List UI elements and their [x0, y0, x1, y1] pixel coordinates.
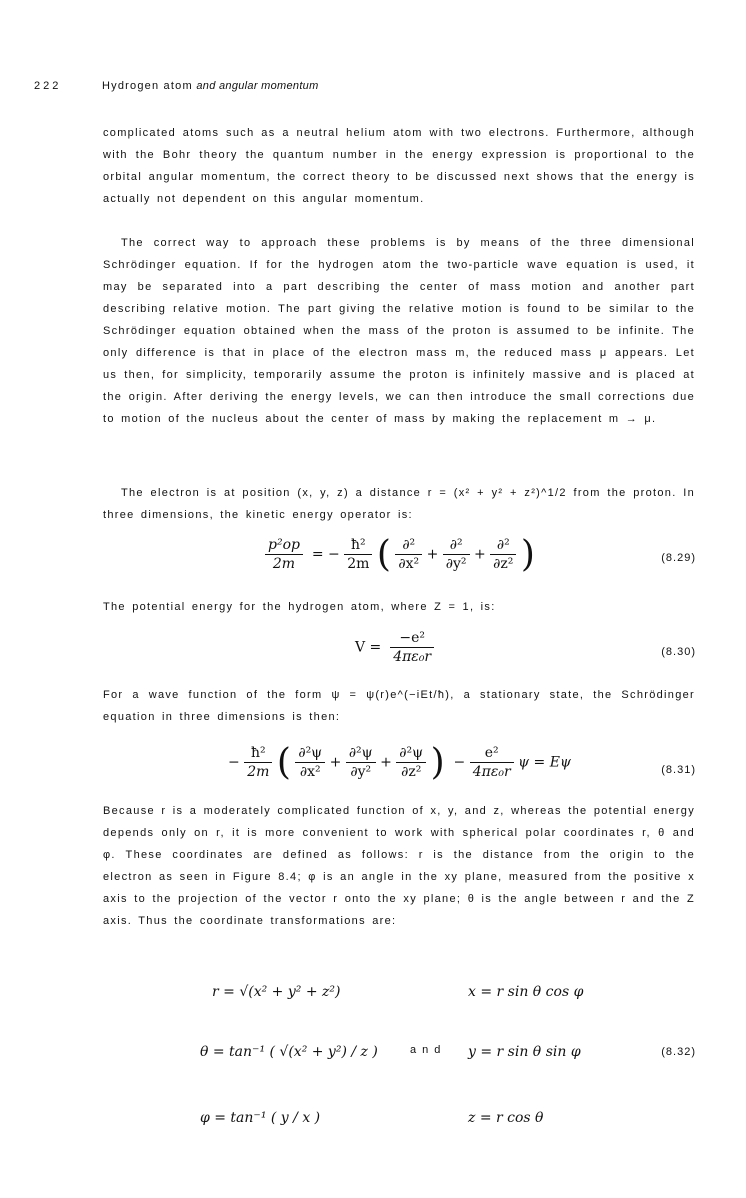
- eq831-term2-den: ∂y²: [350, 764, 372, 780]
- header-title-italic: and angular momentum: [196, 80, 319, 92]
- eq829-coef-num: ħ²: [344, 537, 372, 555]
- paragraph-4: The potential energy for the hydrogen atom, where Z = 1, is:: [103, 601, 496, 613]
- paragraph-6: Because r is a moderately complicated function of x, y, and z, whereas the potential energy depends only on r, it is more convenient to work with spherical polar coordinates r, θ and φ. These coordinates are defined as follows: r is the distance from the origin to the electron as seen in Figure 8.4; φ is an angle in the xy plane, measured from the positive x axis to the projection of the vector r onto the xy plane; θ is the angle between r and the Z axis. Thus the coordinate transformations are:: [103, 805, 695, 927]
- equation-number-8-31: (8.31): [661, 764, 696, 776]
- eq831-term3-num: ∂²ψ: [396, 745, 426, 763]
- paragraph-1: complicated atoms such as a neutral helium atom with two electrons. Furthermore, although with the Bohr theory the quantum number in the energy expression is proportional to the orbital angular momentum, the correct theory to be discussed next shows that the energy is actually not dependent on this angular momentum.: [103, 127, 695, 205]
- page-number: 222: [34, 80, 62, 92]
- eq832-z-line: z = r cos θ: [468, 1110, 544, 1126]
- eq829-lhs-num: p²op: [265, 537, 303, 555]
- equation-8-31: − $\frac{\text{ħ²}}{2m}$ ( $\frac{\text{∂²ψ}}{\text{∂x²}}$ + $\frac{\text{∂²ψ}}{\text{∂y²}}$ + $\frac{\text{∂²ψ}}{\text{∂z²}}$ ) − $\frac{\text{e²}}{\text{4πε₀r}}$ ψ = Eψ (8.31): [228, 742, 696, 783]
- equation-number-8-30: (8.30): [661, 646, 696, 658]
- eq829-term2-num: ∂²: [443, 537, 470, 555]
- eq829-lhs-den: 2m: [272, 556, 296, 572]
- eq830-den: 4πε₀r: [393, 649, 432, 665]
- eq830-lhs: V =: [355, 639, 382, 656]
- eq831-potential-den: 4πε₀r: [472, 764, 511, 780]
- eq831-potential-num: e²: [470, 745, 514, 763]
- eq831-term1-num: ∂²ψ: [295, 745, 325, 763]
- eq831-term3-den: ∂z²: [401, 764, 422, 780]
- eq832-phi-line: φ = tan⁻¹ ( y / x ): [200, 1110, 321, 1126]
- eq829-coef-den: 2m: [347, 556, 370, 572]
- eq832-r-line: r = √(x² + y² + z²): [212, 984, 341, 1000]
- paragraph-2: The correct way to approach these problems is by means of the three dimensional Schrödinger equation. If for the hydrogen atom the two-particle wave equation is used, it may be separated into a part describing the center of mass motion and another part describing relative motion. The part giving the relative motion is found to be similar to the Schrödinger equation obtained when the mass of the proton is assumed to be infinite. The only difference is that in place of the electron mass m, the reduced mass μ appears. Let us then, for simplicity, temporarily assume the proton is infinitely massive and is placed at the origin. After deriving the energy levels, we can then introduce the small corrections due to motion of the nucleus about the center of mass by making the replacement m → μ.: [103, 237, 695, 425]
- equation-8-32: [100, 966, 700, 1166]
- eq829-term3-num: ∂²: [490, 537, 516, 555]
- paragraph-3: The electron is at position (x, y, z) a distance r = (x² + y² + z²)^1/2 from the proton. In three dimensions, the kinetic energy operator is:: [103, 487, 695, 521]
- eq831-coef-den: 2m: [247, 764, 270, 780]
- eq832-y-line: y = r sin θ sin φ: [468, 1044, 581, 1060]
- eq831-coef-num: ħ²: [244, 745, 272, 763]
- eq831-rhs: ψ = Eψ: [518, 754, 571, 771]
- eq831-term2-num: ∂²ψ: [346, 745, 376, 763]
- equation-number-8-32: (8.32): [661, 1046, 696, 1058]
- running-header: [34, 80, 319, 92]
- eq832-x-line: x = r sin θ cos φ: [468, 984, 584, 1000]
- eq829-term1-num: ∂²: [395, 537, 422, 555]
- equation-8-30: [100, 626, 700, 682]
- equation-8-29: $\frac{\text{p²op}}{2m}$ = − $\frac{\text{ħ²}}{2m}$ ( $\frac{\text{∂²}}{\text{∂x²}}$ + $\frac{\text{∂²}}{\text{∂y²}}$ + $\frac{\text{∂²}}{\text{∂z²}}$ ) (8.29): [100, 530, 700, 590]
- eq829-term2-den: ∂y²: [445, 556, 467, 572]
- eq832-and-text: and: [410, 1044, 447, 1056]
- paragraph-5: For a wave function of the form ψ = ψ(r)e^(−iEt/ħ), a stationary state, the Schrödinger equation in three dimensions is then:: [103, 689, 695, 723]
- eq830-num: −e²: [390, 630, 434, 648]
- eq829-term1-den: ∂x²: [398, 556, 420, 572]
- eq832-theta-line: θ = tan⁻¹ ( √(x² + y²) / z ): [200, 1044, 378, 1060]
- eq829-term3-den: ∂z²: [493, 556, 514, 572]
- equation-number-8-29: (8.29): [661, 552, 696, 564]
- header-title: Hydrogen atom: [102, 80, 193, 92]
- eq831-term1-den: ∂x²: [299, 764, 321, 780]
